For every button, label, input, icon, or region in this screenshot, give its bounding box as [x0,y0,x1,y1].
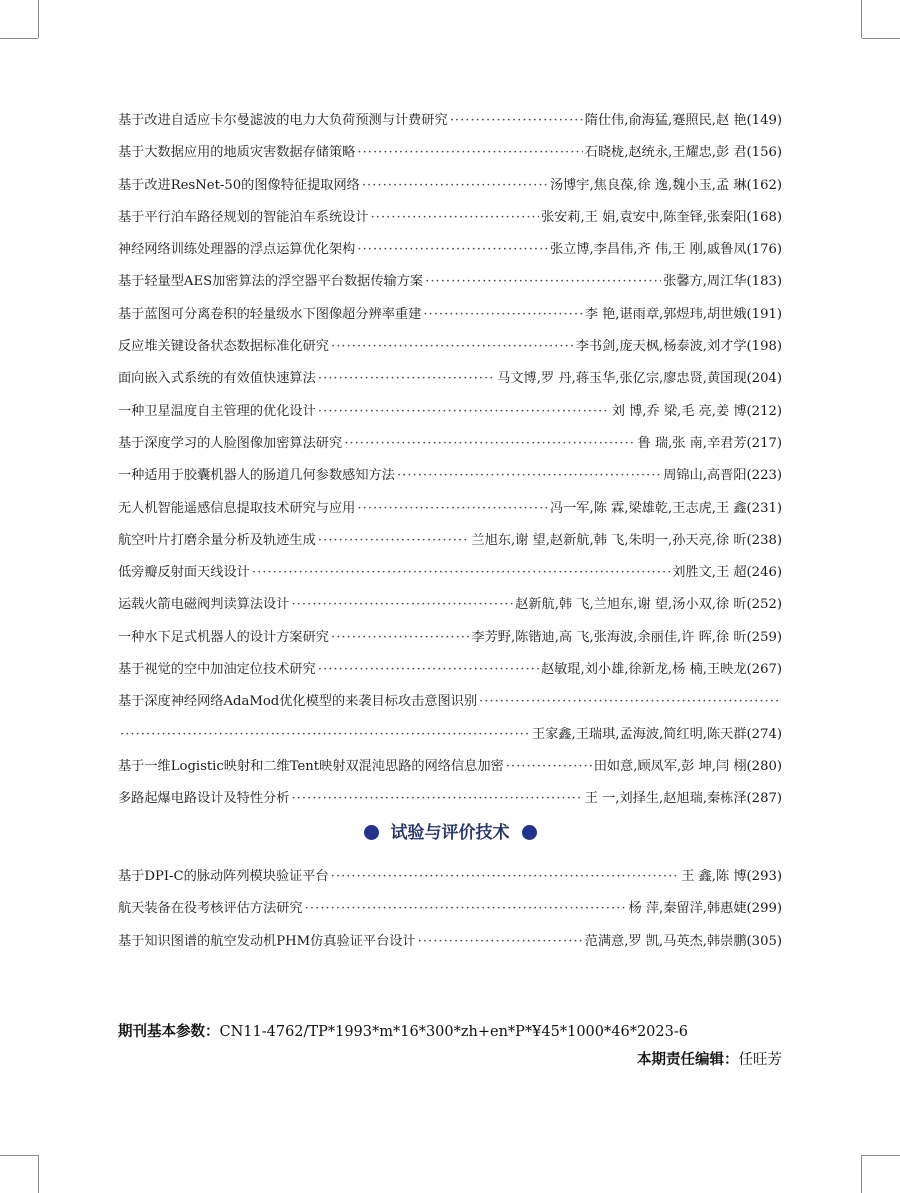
toc-entry-title: 面向嵌入式系统的有效值快速算法 [118,371,316,387]
crop-mark [861,0,862,38]
toc-entry [118,529,782,561]
toc-entry-title: 基于深度学习的人脸图像加密算法研究 [118,435,343,451]
toc-entry-authors: 马文博,罗 丹,蒋玉华,张亿宗,廖忠贤,黄国现 [497,371,747,387]
bullet-icon [522,825,537,840]
dot-leader [357,242,548,257]
toc-entry [118,464,782,496]
responsible-editor [637,1048,782,1069]
dot-leader [291,791,582,806]
crop-mark [38,0,39,38]
toc-entry-page: (246) [746,565,782,581]
dot-leader [450,113,583,128]
dot-leader [305,901,627,916]
dot-leader [371,210,539,225]
toc-entry-authors: 石晓栊,赵统永,王耀忠,彭 君 [584,145,747,161]
toc-entry [118,723,782,755]
toc-entry-title: 基于平行泊车路径规划的智能泊车系统设计 [118,209,369,225]
dot-leader [423,307,582,322]
crop-mark [862,38,900,39]
toc-entry [118,206,782,238]
toc-entry-authors: 刘胜文,王 超 [672,565,747,581]
dot-leader [331,630,469,645]
toc-entry-page: (162) [746,177,782,193]
dot-leader [418,934,583,949]
toc-entry-title: 基于大数据应用的地质灾害数据存储策略 [118,145,356,161]
toc-entry-page: (280) [746,758,782,774]
dot-leader [506,759,592,774]
toc-entry [118,238,782,270]
toc-list-section [118,865,782,962]
toc-entry-authors: 赵敏琨,刘小雄,徐新龙,杨 楠,王映龙 [540,662,747,678]
bullet-icon [364,825,379,840]
dot-leader [318,533,470,548]
dot-leader [318,404,610,419]
toc-entry-title: 基于视觉的空中加油定位技术研究 [118,662,316,678]
toc-entry-page: (293) [746,869,782,884]
toc-entry [118,497,782,529]
toc-entry-page: (231) [746,500,782,516]
toc-entry-title: 反应堆关键设备状态数据标准化研究 [118,339,329,355]
crop-mark [861,1155,862,1193]
toc-entry-title: 一种卫星温度自主管理的优化设计 [118,403,316,419]
toc-entry-page: (198) [746,339,782,355]
toc-entry-title: 神经网络训练处理器的浮点运算优化架构 [118,242,356,258]
dot-leader [331,869,680,884]
toc-entry [118,303,782,335]
toc-entry-page: (305) [746,933,782,949]
dot-leader [318,371,495,386]
toc-entry [118,174,782,206]
toc-entry [118,865,782,897]
dot-leader [331,339,574,354]
toc-entry-title: 运载火箭电磁阀判读算法设计 [118,597,290,613]
toc-entry-page: (299) [746,901,782,917]
toc-entry-authors: 田如意,顾凤军,彭 坤,闫 栩 [593,758,747,774]
toc-entry-title: 基于DPI-C的脉动阵列模块验证平台 [118,869,329,884]
toc-entry [118,432,782,464]
toc-entry-authors: 李 艳,谌雨章,郭煜玮,胡世娥 [584,306,747,322]
toc-entry-title: 基于一维Logistic映射和二维Tent映射双混沌思路的网络信息加密 [118,758,504,774]
table-of-contents-section [118,865,782,962]
toc-entry-title: 一种适用于胶囊机器人的肠道几何参数感知方法 [118,468,395,484]
toc-entry-authors: 冯一军,陈 霖,梁雄乾,王志虎,王 鑫 [549,500,747,516]
toc-entry-authors: 刘 博,乔 梁,毛 亮,姜 博 [611,403,747,419]
toc-entry-page: (259) [746,629,782,645]
toc-entry [118,270,782,302]
toc-entry-authors: 张立博,李昌伟,齐 伟,王 刚,戚鲁凤 [549,242,747,258]
journal-params-label: 期刊基本参数： [118,1024,220,1040]
toc-entry-authors: 兰旭东,谢 望,赵新航,韩 飞,朱明一,孙天亮,徐 昕 [471,532,747,548]
dot-leader [362,178,548,193]
dot-leader [397,468,661,483]
toc-entry-title: 航空叶片打磨余量分析及轨迹生成 [118,532,316,548]
section-heading [0,818,900,843]
toc-entry [118,930,782,962]
toc-entry-title: 基于深度神经网络AdaMod优化模型的来袭目标攻击意图识别 [118,694,478,710]
toc-entry-title: 低旁瓣反射面天线设计 [118,565,250,581]
toc-entry-authors: 张安莉,王 娟,袁安中,陈奎铎,张秦阳 [540,209,747,225]
toc-entry-authors: 隋仕伟,俞海猛,蹇照民,赵 艳 [584,113,747,128]
toc-list-main [118,109,782,820]
toc-entry-page: (156) [746,145,782,161]
toc-entry [118,561,782,593]
toc-entry-title: 一种水下足式机器人的设计方案研究 [118,629,329,645]
toc-entry [118,658,782,690]
toc-entry-page: (217) [746,435,782,451]
toc-entry [118,367,782,399]
toc-entry-authors: 杨 萍,秦留洋,韩惠婕 [628,901,747,917]
toc-entry-authors: 李芳野,陈锴迪,高 飞,张海波,余丽佳,许 晖,徐 昕 [471,629,747,645]
toc-entry-title: 航天装备在役考核评估方法研究 [118,901,303,917]
toc-entry-authors: 范满意,罗 凯,马英杰,韩崇鹏 [584,933,747,949]
toc-entry-authors: 周锦山,高晋阳 [663,468,747,484]
toc-entry-authors: 王家鑫,王瑞琪,孟海波,简红明,陈天群 [531,726,747,742]
toc-entry-page: (183) [746,274,782,290]
table-of-contents [118,109,782,820]
journal-params-value: CN11-4762/TP*1993*m*16*300*zh+en*P*¥45*1000*46*2023-6 [219,1024,688,1040]
crop-mark [862,1155,900,1156]
toc-entry-page: (267) [746,662,782,678]
toc-entry-title: 基于改进ResNet-50的图像特征提取网络 [118,177,360,193]
crop-mark [0,1155,38,1156]
toc-entry-authors: 李书剑,庞天枫,杨泰波,刘才学 [575,339,747,355]
toc-entry [118,141,782,173]
toc-entry [118,593,782,625]
toc-entry [118,109,782,141]
crop-mark [38,1155,39,1193]
section-heading-text: 试验与评价技术 [390,823,510,843]
toc-entry-page: (252) [746,597,782,613]
toc-entry-page: (223) [746,468,782,484]
toc-entry [118,690,782,722]
toc-entry-page: (212) [746,403,782,419]
dot-leader [425,274,661,289]
toc-entry-page: (176) [746,242,782,258]
editor-name: 任旺芳 [738,1052,782,1068]
dot-leader [479,694,780,709]
toc-entry [118,787,782,819]
toc-entry [118,400,782,432]
toc-entry-authors: 王 鑫,陈 博 [681,869,747,884]
toc-entry-authors: 汤博宇,焦良葆,徐 逸,魏小玉,孟 琳 [549,177,747,193]
toc-entry-title: 基于改进自适应卡尔曼滤波的电力大负荷预测与计费研究 [118,113,448,128]
toc-entry-title: 基于知识图谱的航空发动机PHM仿真验证平台设计 [118,933,416,949]
toc-entry-title: 基于轻量型AES加密算法的浮空器平台数据传输方案 [118,274,424,290]
toc-entry-authors: 王 一,刘择生,赵旭瑞,秦栋泽 [584,791,747,807]
dot-leader [252,565,670,580]
toc-entry-authors: 赵新航,韩 飞,兰旭东,谢 望,汤小双,徐 昕 [515,597,747,613]
dot-leader [291,597,513,612]
toc-entry-title: 基于蓝图可分离卷积的轻量级水下图像超分辨率重建 [118,306,422,322]
toc-entry-page: (238) [746,532,782,548]
toc-entry [118,755,782,787]
toc-entry-page: (274) [746,726,782,742]
editor-label: 本期责任编辑： [637,1052,739,1068]
toc-entry [118,626,782,658]
toc-entry-page: (191) [746,306,782,322]
toc-entry-page: (204) [746,371,782,387]
dot-leader [318,662,539,677]
dot-leader [357,145,582,160]
toc-entry-authors: 鲁 瑞,张 南,辛君芳 [637,435,747,451]
toc-entry-page: (149) [746,113,782,128]
toc-entry-page: (287) [746,791,782,807]
dot-leader [120,727,530,742]
toc-entry-title: 无人机智能遥感信息提取技术研究与应用 [118,500,356,516]
dot-leader [357,501,548,516]
toc-entry-title: 多路起爆电路设计及特性分析 [118,791,290,807]
toc-entry [118,335,782,367]
crop-mark [0,38,38,39]
toc-entry [118,897,782,929]
toc-entry-authors: 张馨方,周江华 [663,274,747,290]
toc-entry-page: (168) [746,209,782,225]
journal-params [118,1020,688,1041]
dot-leader [344,436,635,451]
